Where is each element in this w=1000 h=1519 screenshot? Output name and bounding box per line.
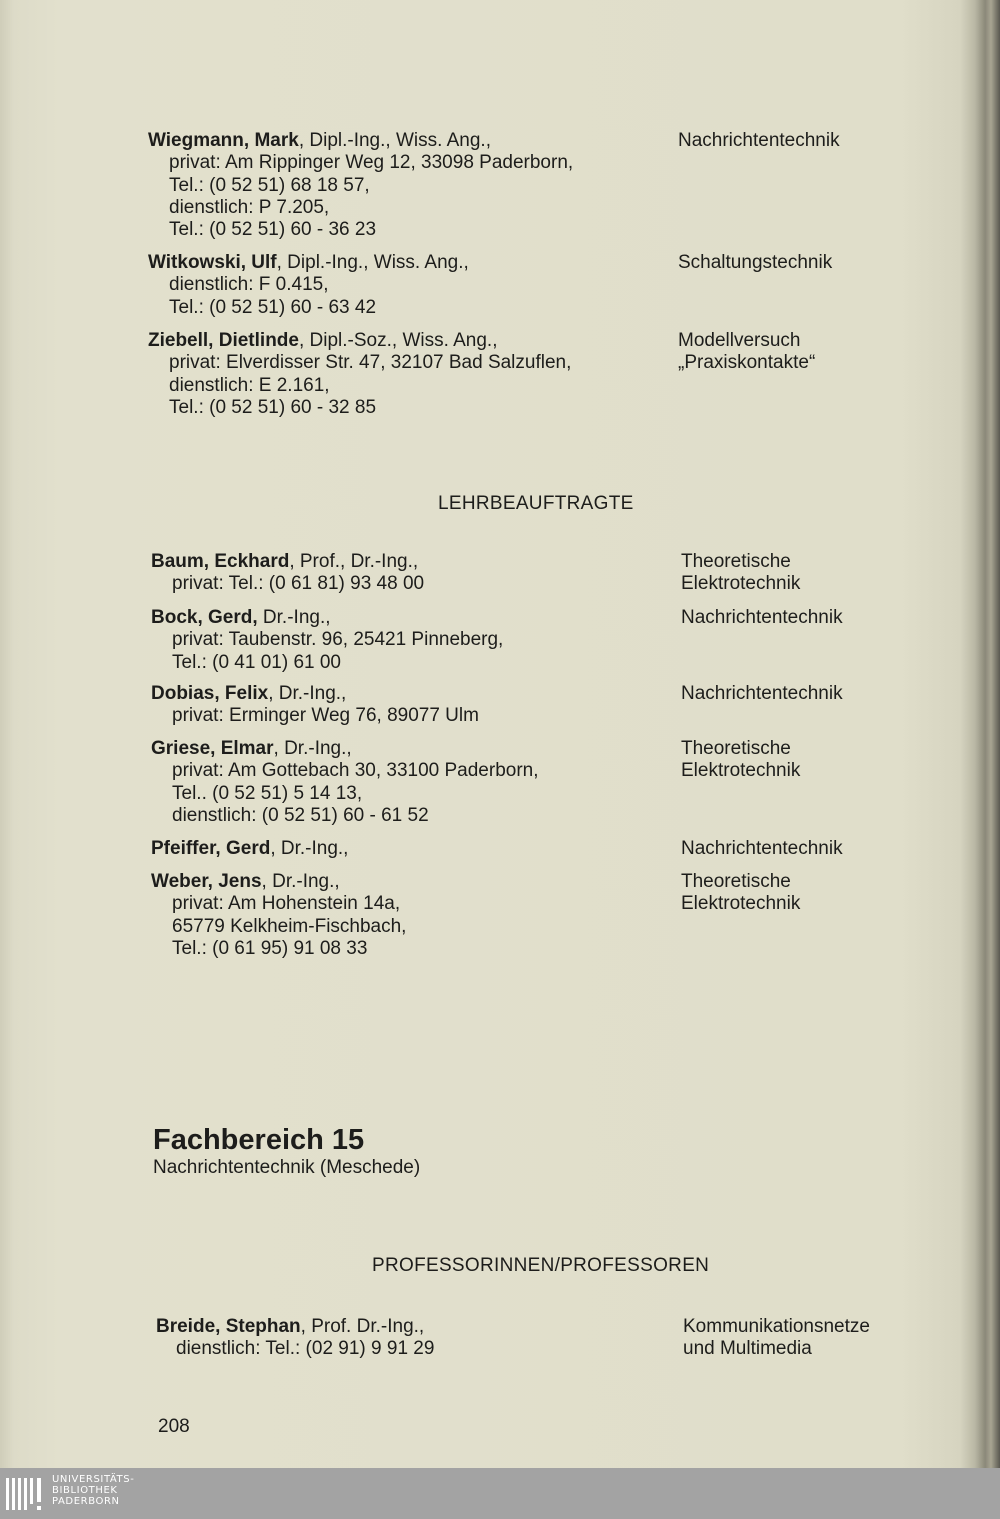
entry-detail: privat: Erminger Weg 76, 89077 Ulm	[172, 705, 479, 727]
page-number: 208	[158, 1416, 190, 1437]
logo-line: PADERBORN	[52, 1496, 120, 1507]
entry-detail: Tel.. (0 52 51) 5 14 13,	[172, 782, 363, 804]
entry-heading	[151, 551, 418, 573]
library-logo-text	[52, 1474, 134, 1507]
person-name: Dobias, Felix	[151, 683, 269, 704]
entry-field: Nachrichtentechnik	[678, 130, 840, 151]
person-name: Baum, Eckhard	[151, 551, 290, 572]
person-title: , Prof., Dr.-Ing.,	[289, 551, 419, 572]
entry-detail: Tel.: (0 52 51) 68 18 57,	[169, 174, 370, 196]
library-logo-icon	[6, 1476, 46, 1512]
entry-detail: privat: Tel.: (0 61 81) 93 48 00	[172, 573, 425, 595]
logo-line: UNIVERSITÄTS-	[52, 1474, 135, 1485]
entry-detail: dienstlich: P 7.205,	[169, 196, 330, 218]
entry-heading	[151, 738, 352, 760]
entry-detail: Tel.: (0 52 51) 60 - 32 85	[169, 396, 377, 418]
entry-field: Kommunikationsnetze	[683, 1316, 870, 1337]
person-name: Bock, Gerd,	[151, 607, 258, 628]
entry-field: Elektrotechnik	[681, 573, 801, 595]
person-name: Weber, Jens	[151, 871, 262, 892]
person-name: Wiegmann, Mark	[148, 130, 299, 151]
entry-detail: dienstlich: (0 52 51) 60 - 61 52	[172, 804, 429, 826]
person-name: Breide, Stephan	[156, 1316, 301, 1337]
entry-heading	[151, 838, 348, 860]
person-title: , Dipl.-Soz., Wiss. Ang.,	[298, 330, 498, 351]
entry-detail: privat: Elverdisser Str. 47, 32107 Bad Salzuflen,	[169, 352, 572, 374]
entry-detail: privat: Am Rippinger Weg 12, 33098 Paderborn,	[169, 152, 574, 174]
entry-heading	[148, 330, 497, 352]
person-name: Pfeiffer, Gerd	[151, 838, 271, 859]
fachbereich-subtitle: Nachrichtentechnik (Meschede)	[153, 1157, 421, 1178]
fachbereich-title: Fachbereich 15	[153, 1124, 365, 1156]
section-heading-professoren: PROFESSORINNEN/PROFESSOREN	[372, 1255, 710, 1276]
entry-field: Nachrichtentechnik	[681, 683, 843, 704]
library-footer	[0, 1468, 1000, 1519]
entry-detail: privat: Taubenstr. 96, 25421 Pinneberg,	[172, 629, 504, 651]
entry-detail: dienstlich: E 2.161,	[169, 374, 330, 396]
entry-detail: dienstlich: Tel.: (02 91) 9 91 29	[176, 1338, 435, 1360]
entry-detail: Tel.: (0 52 51) 60 - 63 42	[169, 296, 377, 318]
person-name: Griese, Elmar	[151, 738, 274, 759]
person-title: , Dr.-Ing.,	[261, 871, 340, 892]
entry-field: Schaltungstechnik	[678, 252, 833, 273]
entry-field: Elektrotechnik	[681, 760, 801, 782]
entry-heading	[151, 607, 331, 629]
entry-field: Theoretische	[681, 871, 791, 892]
entry-detail: 65779 Kelkheim-Fischbach,	[172, 915, 407, 937]
person-title: , Dipl.-Ing., Wiss. Ang.,	[298, 130, 491, 151]
entry-field: Nachrichtentechnik	[681, 607, 843, 628]
person-title: Dr.-Ing.,	[257, 607, 331, 628]
entry-detail: Tel.: (0 61 95) 91 08 33	[172, 937, 368, 959]
entry-field: Elektrotechnik	[681, 893, 801, 915]
person-title: , Dr.-Ing.,	[268, 683, 347, 704]
person-name: Witkowski, Ulf	[148, 252, 277, 273]
book-spine-edge	[985, 0, 1000, 1468]
entry-field: und Multimedia	[683, 1338, 812, 1360]
person-name: Ziebell, Dietlinde	[148, 330, 299, 351]
logo-line: BIBLIOTHEK	[52, 1485, 118, 1496]
entry-heading	[148, 130, 491, 152]
person-title: , Dr.-Ing.,	[273, 738, 352, 759]
entry-field: Modellversuch	[678, 330, 801, 351]
entry-field: Theoretische	[681, 551, 791, 572]
entry-heading	[151, 683, 346, 705]
entry-field: Theoretische	[681, 738, 791, 759]
entry-detail: dienstlich: F 0.415,	[169, 274, 329, 296]
person-title: , Dipl.-Ing., Wiss. Ang.,	[276, 252, 469, 273]
entry-detail: Tel.: (0 41 01) 61 00	[172, 651, 341, 673]
entry-heading	[148, 252, 469, 274]
entry-detail: Tel.: (0 52 51) 60 - 36 23	[169, 219, 377, 241]
person-title: , Dr.-Ing.,	[270, 838, 349, 859]
entry-field: „Praxiskontakte“	[678, 352, 816, 374]
section-heading-lehrbeauftragte: LEHRBEAUFTRAGTE	[438, 493, 634, 514]
entry-heading	[156, 1316, 424, 1338]
person-title: , Prof. Dr.-Ing.,	[300, 1316, 425, 1337]
entry-detail: privat: Am Gottebach 30, 33100 Paderborn,	[172, 760, 539, 782]
entry-field: Nachrichtentechnik	[681, 838, 843, 859]
entry-heading	[151, 871, 340, 893]
entry-detail: privat: Am Hohenstein 14a,	[172, 893, 401, 915]
